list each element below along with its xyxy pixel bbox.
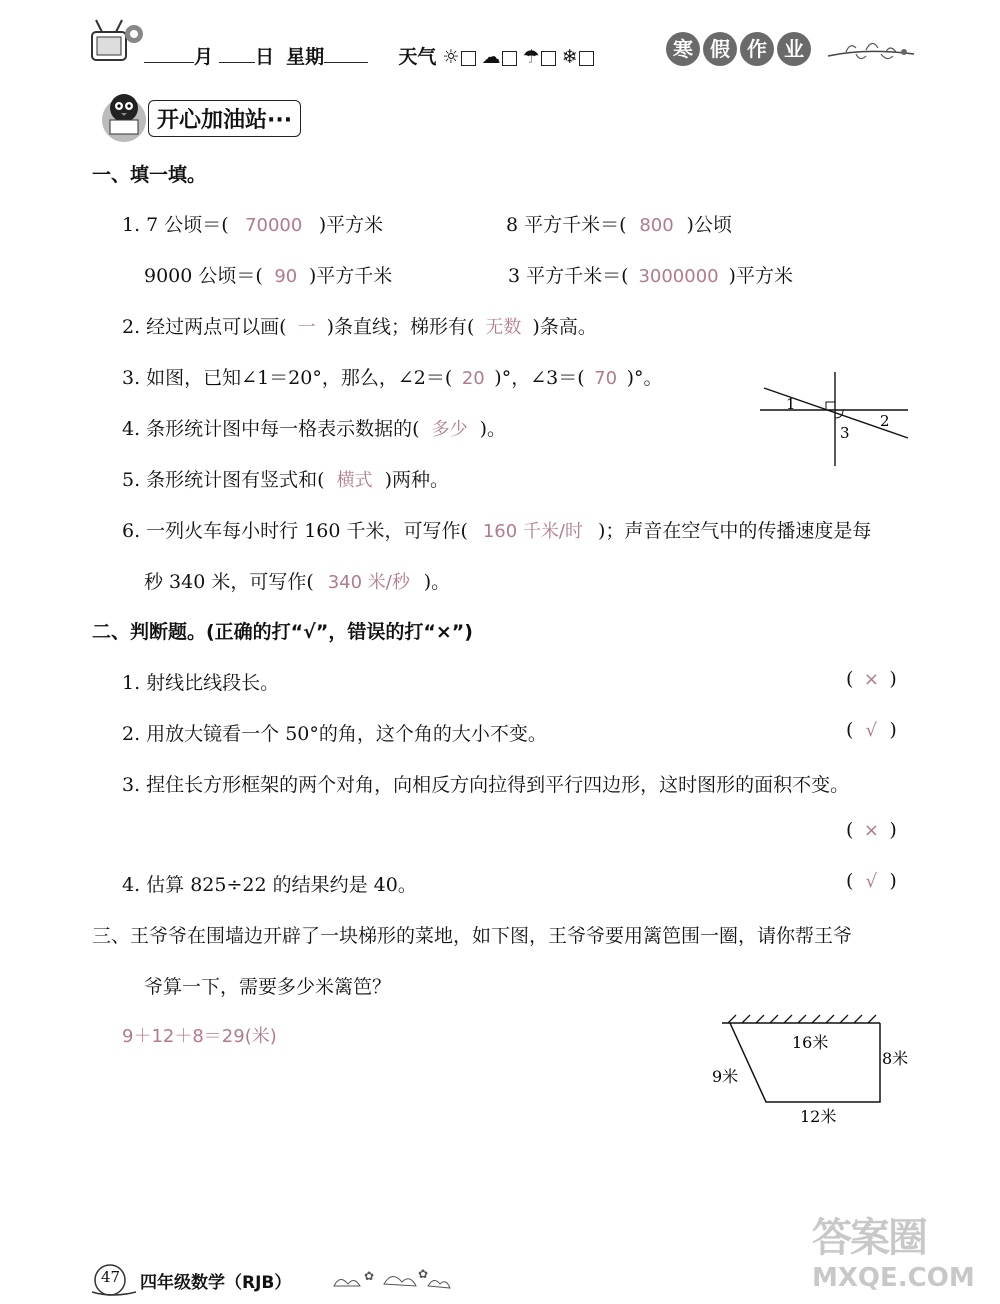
cloudy-icon: ☁ <box>481 46 501 68</box>
penguin-icon <box>98 84 154 144</box>
question-6a <box>122 516 871 543</box>
question-text: )。 <box>423 571 451 593</box>
angle-label-1: 1 <box>786 395 796 413</box>
section-3-answer: 9＋12＋8＝29(米) <box>122 1026 277 1047</box>
angle-label-3: 3 <box>840 424 850 442</box>
answer-text: 横式 <box>336 470 373 491</box>
tv-robot-icon <box>88 12 148 68</box>
stamp-char: 作 <box>740 32 774 66</box>
question-1c <box>144 261 392 288</box>
question-1b <box>506 210 732 237</box>
question-text: 3. 如图，已知∠1＝20°，那么，∠2＝( <box>122 367 453 389</box>
date-line <box>144 42 594 69</box>
section-3-title: 三、王爷爷在围墙边开辟了一块梯形的菜地，如下图，王爷爷要用篱笆围一圈，请你帮王爷 <box>92 925 853 947</box>
answer-text: 多少 <box>431 419 468 440</box>
answer-text: 无数 <box>485 317 522 338</box>
bottom-side-label: 12米 <box>800 1107 837 1126</box>
answer-text: 90 <box>274 266 298 287</box>
weekday-label: 星期 <box>286 46 325 68</box>
question-text: )条直线；梯形有( <box>326 316 475 338</box>
judgment-item-2: 2. 用放大镜看一个 50°的角，这个角的大小不变。 <box>122 723 547 745</box>
question-5 <box>122 465 449 492</box>
question-text: 6. 一列火车每小时行 160 千米，可写作( <box>122 520 468 542</box>
question-text: 5. 条形统计图有竖式和( <box>122 469 325 491</box>
watermark-url: MXQE.COM <box>812 1263 975 1293</box>
judgment-answer-1: ( × ) <box>846 668 897 690</box>
month-label: 月 <box>194 46 214 68</box>
question-6b <box>144 567 450 594</box>
question-1d <box>508 261 793 288</box>
judgment-answer-2: ( √ ) <box>846 719 897 741</box>
question-text: 秒 340 米，可写作( <box>144 571 314 593</box>
trapezoid-figure <box>708 1008 918 1128</box>
answer-text: 3000000 <box>638 266 719 287</box>
sunny-icon: ☼ <box>442 46 460 68</box>
judgment-item-3: 3. 捏住长方形框架的两个对角，向相反方向拉得到平行四边形，这时图形的面积不变。 <box>122 774 850 796</box>
question-text: 3 平方千米＝( <box>508 265 629 287</box>
question-text: 1. 7 公顷＝( <box>122 214 229 236</box>
question-text: )条高。 <box>532 316 597 338</box>
angle-label-2: 2 <box>880 412 890 430</box>
right-angle-mark <box>826 402 835 410</box>
answer-mark: × <box>863 669 879 690</box>
watermark <box>812 1206 975 1293</box>
stamp-char: 寒 <box>666 32 700 66</box>
stamp-char: 业 <box>777 32 811 66</box>
judgment-answer-3: ( × ) <box>846 819 897 841</box>
section-3-title-continued: 爷算一下，需要多少米篱笆？ <box>144 976 392 998</box>
question-text: 8 平方千米＝( <box>506 214 627 236</box>
right-side-label: 8米 <box>882 1049 909 1068</box>
section-1-title: 一、填一填。 <box>92 164 207 186</box>
question-text: )平方米 <box>318 214 384 236</box>
section-2-title: 二、判断题。(正确的打“√”，错误的打“×”) <box>92 621 473 643</box>
judgment-item-4: 4. 估算 825÷22 的结果约是 40。 <box>122 874 417 896</box>
left-side-label: 9米 <box>712 1067 739 1086</box>
top-side-label: 16米 <box>792 1033 829 1052</box>
question-text: )平方千米 <box>308 265 393 287</box>
question-2 <box>122 312 597 339</box>
judgment-answer-4: ( √ ) <box>846 870 897 892</box>
answer-mark: × <box>863 820 879 841</box>
question-text: )。 <box>479 418 507 440</box>
angle-figure <box>758 372 918 468</box>
question-3 <box>122 363 663 390</box>
day-label: 日 <box>255 46 275 68</box>
question-text: )公顷 <box>686 214 732 236</box>
answer-text: 70000 <box>245 215 303 236</box>
question-1a <box>122 210 383 237</box>
winter-homework-stamp <box>666 32 814 66</box>
answer-text: 340 米/秒 <box>327 572 410 593</box>
watermark-logo: 答案圈 <box>812 1215 926 1261</box>
stamp-char: 假 <box>703 32 737 66</box>
question-text: 4. 条形统计图中每一格表示数据的( <box>122 418 420 440</box>
weather-label: 天气 <box>398 46 437 68</box>
question-4 <box>122 414 506 441</box>
book-title: 四年级数学（RJB） <box>140 1273 292 1293</box>
weather-checkbox-rain[interactable] <box>541 51 556 66</box>
question-text: )平方米 <box>728 265 793 287</box>
branch-decoration-icon <box>826 30 916 70</box>
weather-checkbox-cloudy[interactable] <box>502 51 517 66</box>
wall-hatching <box>728 1015 876 1023</box>
answer-mark: √ <box>865 871 878 892</box>
answer-text: 一 <box>297 317 316 338</box>
question-text: )°。 <box>626 367 663 389</box>
answer-text: 70 <box>594 368 618 389</box>
answer-mark: √ <box>865 720 878 741</box>
page-number: 47 <box>101 1268 121 1286</box>
answer-text: 20 <box>461 368 485 389</box>
question-text: )；声音在空气中的传播速度是每 <box>597 520 872 542</box>
cloud-decoration-icon <box>324 1266 464 1296</box>
header-bar <box>88 12 918 72</box>
svg-text:✿: ✿ <box>364 1269 375 1283</box>
svg-text:✿: ✿ <box>418 1267 429 1281</box>
snow-icon: ❄ <box>561 46 578 68</box>
banner-title: 开心加油站··· <box>148 100 301 137</box>
rain-icon: ☂ <box>522 46 540 68</box>
question-text: )°，∠3＝( <box>494 367 585 389</box>
question-text: 2. 经过两点可以画( <box>122 316 287 338</box>
weather-checkbox-sunny[interactable] <box>461 51 476 66</box>
answer-text: 800 <box>639 215 674 236</box>
question-text: )两种。 <box>384 469 450 491</box>
weather-checkbox-snow[interactable] <box>579 51 594 66</box>
question-text: 9000 公顷＝( <box>144 265 263 287</box>
judgment-item-1: 1. 射线比线段长。 <box>122 672 280 694</box>
answer-text: 160 千米/时 <box>482 521 584 542</box>
